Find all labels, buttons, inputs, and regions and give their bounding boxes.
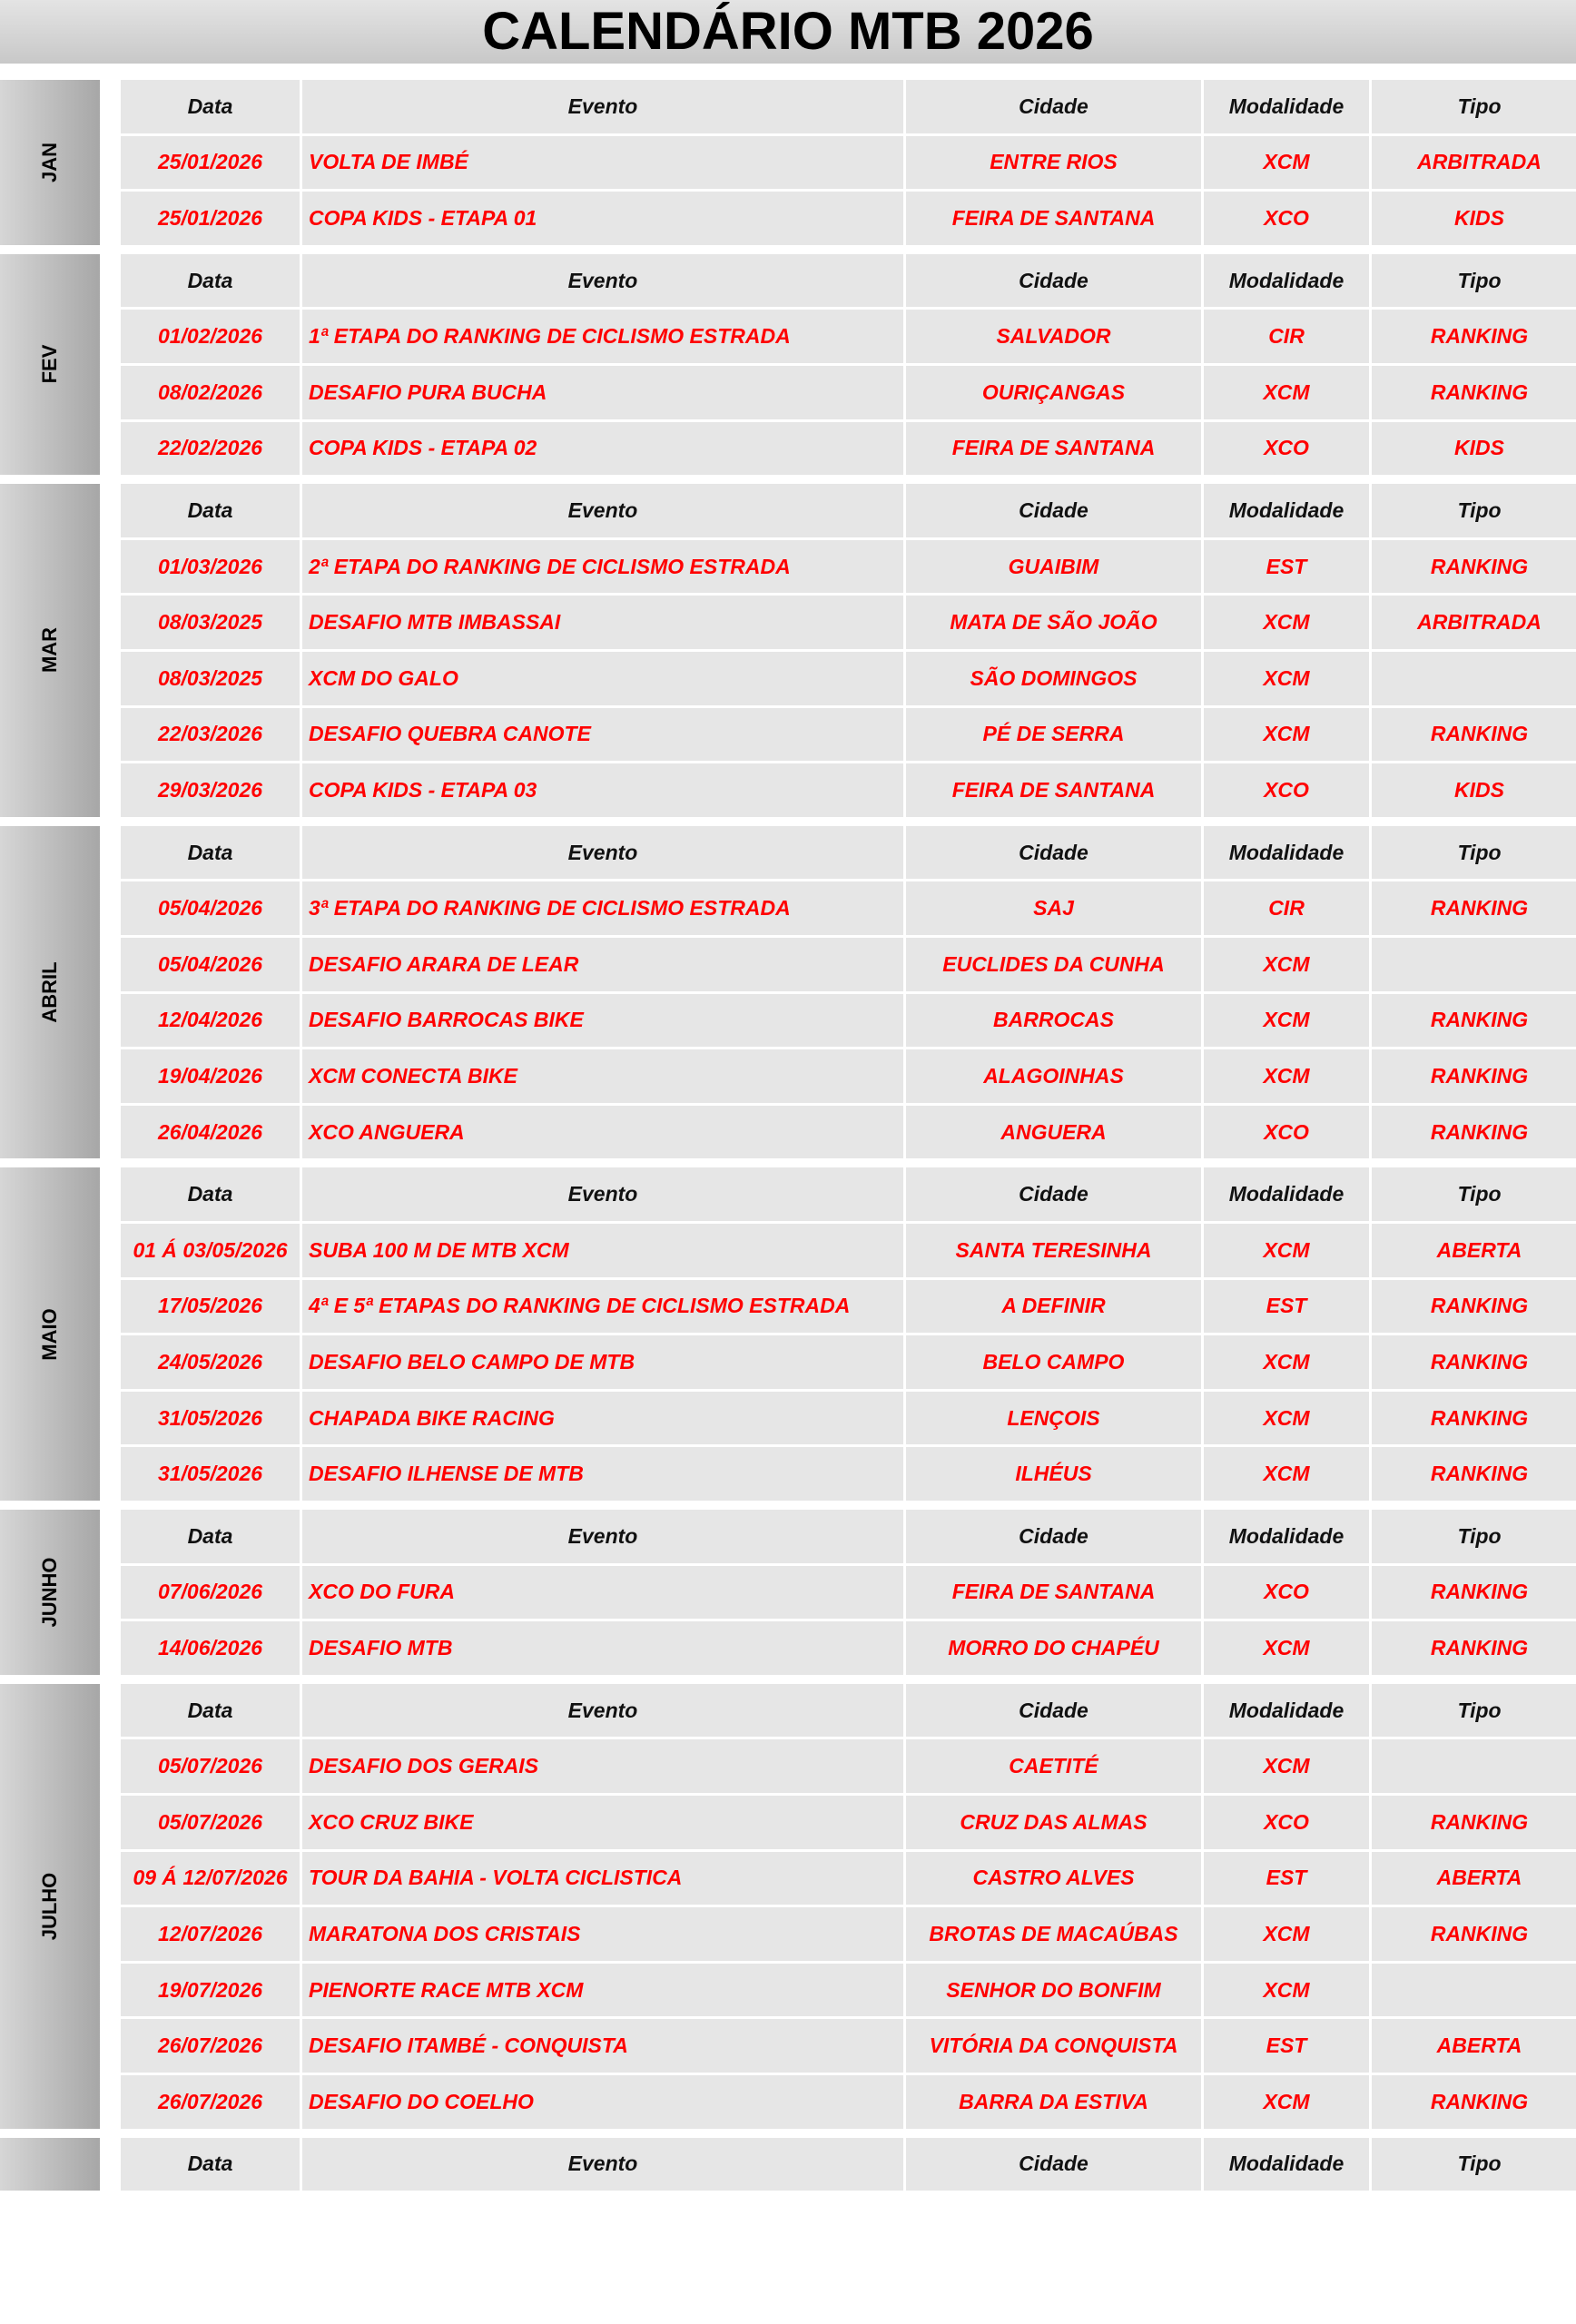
- cell-city: FEIRA DE SANTANA: [906, 763, 1201, 817]
- cell-type: KIDS: [1372, 763, 1576, 817]
- cell-mode: XCM: [1204, 366, 1369, 419]
- cell-event: CHAPADA BIKE RACING: [302, 1392, 903, 1445]
- cell-event: DESAFIO MTB IMBASSAI: [302, 596, 903, 649]
- header-city: Cidade: [906, 2138, 1201, 2191]
- header-event: Evento: [302, 80, 903, 133]
- cell-type: RANKING: [1372, 1106, 1576, 1159]
- cell-mode: XCM: [1204, 1907, 1369, 1961]
- header-mode: Modalidade: [1204, 1167, 1369, 1221]
- header-date: Data: [121, 80, 300, 133]
- cell-city: LENÇOIS: [906, 1392, 1201, 1445]
- month-label: [0, 1684, 100, 2129]
- month-name: MAIO: [38, 1307, 61, 1361]
- cell-type: RANKING: [1372, 881, 1576, 935]
- cell-date: 24/05/2026: [121, 1335, 300, 1389]
- cell-city: GUAIBIM: [906, 540, 1201, 594]
- header-event: Evento: [302, 1167, 903, 1221]
- header-type: Tipo: [1372, 80, 1576, 133]
- cell-event: DESAFIO PURA BUCHA: [302, 366, 903, 419]
- month-table: [121, 254, 1576, 475]
- cell-date: 05/07/2026: [121, 1796, 300, 1849]
- header-mode: Modalidade: [1204, 1684, 1369, 1738]
- cell-event: COPA KIDS - ETAPA 02: [302, 422, 903, 476]
- header-date: Data: [121, 1684, 300, 1738]
- cell-mode: XCO: [1204, 1566, 1369, 1620]
- header-mode: Modalidade: [1204, 826, 1369, 880]
- month-name: JUNHO: [38, 1557, 61, 1628]
- page-title: CALENDÁRIO MTB 2026: [0, 0, 1576, 64]
- cell-mode: XCM: [1204, 1224, 1369, 1277]
- header-event: Evento: [302, 826, 903, 880]
- cell-mode: XCM: [1204, 994, 1369, 1048]
- cell-event: SUBA 100 M DE MTB XCM: [302, 1224, 903, 1277]
- header-event: Evento: [302, 1684, 903, 1738]
- cell-event: 1ª ETAPA DO RANKING DE CICLISMO ESTRADA: [302, 310, 903, 363]
- header-type: Tipo: [1372, 1167, 1576, 1221]
- header-date: Data: [121, 2138, 300, 2191]
- cell-event: DESAFIO QUEBRA CANOTE: [302, 708, 903, 762]
- cell-mode: EST: [1204, 540, 1369, 594]
- cell-event: DESAFIO ITAMBÉ - CONQUISTA: [302, 2019, 903, 2073]
- cell-event: DESAFIO MTB: [302, 1621, 903, 1675]
- cell-city: ANGUERA: [906, 1106, 1201, 1159]
- cell-date: 05/04/2026: [121, 938, 300, 991]
- header-type: Tipo: [1372, 1510, 1576, 1563]
- header-mode: Modalidade: [1204, 1510, 1369, 1563]
- month-name: FEV: [38, 345, 61, 384]
- cell-event: XCO CRUZ BIKE: [302, 1796, 903, 1849]
- cell-type: RANKING: [1372, 1049, 1576, 1103]
- month-label: [0, 1167, 100, 1501]
- cell-type: RANKING: [1372, 1566, 1576, 1620]
- cell-event: DESAFIO DO COELHO: [302, 2075, 903, 2129]
- month-label: [0, 826, 100, 1159]
- cell-city: SENHOR DO BONFIM: [906, 1964, 1201, 2017]
- month-table: [121, 1510, 1576, 1675]
- cell-mode: XCM: [1204, 1335, 1369, 1389]
- month-table: [121, 1684, 1576, 2129]
- cell-city: SÃO DOMINGOS: [906, 652, 1201, 705]
- cell-city: ENTRE RIOS: [906, 136, 1201, 190]
- cell-date: 01/03/2026: [121, 540, 300, 594]
- header-city: Cidade: [906, 1167, 1201, 1221]
- cell-type: [1372, 1739, 1576, 1793]
- cell-date: 29/03/2026: [121, 763, 300, 817]
- cell-city: SANTA TERESINHA: [906, 1224, 1201, 1277]
- cell-city: CASTRO ALVES: [906, 1852, 1201, 1905]
- header-mode: Modalidade: [1204, 2138, 1369, 2191]
- cell-mode: XCM: [1204, 1964, 1369, 2017]
- cell-mode: XCO: [1204, 1796, 1369, 1849]
- cell-type: KIDS: [1372, 192, 1576, 245]
- cell-date: 14/06/2026: [121, 1621, 300, 1675]
- cell-event: TOUR DA BAHIA - VOLTA CICLISTICA: [302, 1852, 903, 1905]
- cell-mode: XCM: [1204, 1392, 1369, 1445]
- cell-city: MATA DE SÃO JOÃO: [906, 596, 1201, 649]
- month-table: [121, 80, 1576, 245]
- cell-city: VITÓRIA DA CONQUISTA: [906, 2019, 1201, 2073]
- header-city: Cidade: [906, 1510, 1201, 1563]
- header-event: Evento: [302, 1510, 903, 1563]
- cell-event: 2ª ETAPA DO RANKING DE CICLISMO ESTRADA: [302, 540, 903, 594]
- cell-type: ABERTA: [1372, 1852, 1576, 1905]
- cell-mode: XCM: [1204, 652, 1369, 705]
- header-date: Data: [121, 1167, 300, 1221]
- header-mode: Modalidade: [1204, 254, 1369, 308]
- cell-type: KIDS: [1372, 422, 1576, 476]
- cell-mode: XCM: [1204, 708, 1369, 762]
- cell-type: RANKING: [1372, 1280, 1576, 1334]
- month-table: [121, 484, 1576, 817]
- cell-event: DESAFIO DOS GERAIS: [302, 1739, 903, 1793]
- cell-date: 19/07/2026: [121, 1964, 300, 2017]
- cell-event: 3ª ETAPA DO RANKING DE CICLISMO ESTRADA: [302, 881, 903, 935]
- cell-event: XCO ANGUERA: [302, 1106, 903, 1159]
- cell-event: DESAFIO BARROCAS BIKE: [302, 994, 903, 1048]
- header-date: Data: [121, 1510, 300, 1563]
- cell-event: COPA KIDS - ETAPA 01: [302, 192, 903, 245]
- cell-event: COPA KIDS - ETAPA 03: [302, 763, 903, 817]
- header-mode: Modalidade: [1204, 80, 1369, 133]
- cell-event: PIENORTE RACE MTB XCM: [302, 1964, 903, 2017]
- cell-date: 12/04/2026: [121, 994, 300, 1048]
- cell-city: PÉ DE SERRA: [906, 708, 1201, 762]
- header-city: Cidade: [906, 826, 1201, 880]
- header-city: Cidade: [906, 484, 1201, 537]
- cell-date: 22/02/2026: [121, 422, 300, 476]
- cell-date: 05/04/2026: [121, 881, 300, 935]
- cell-city: CRUZ DAS ALMAS: [906, 1796, 1201, 1849]
- header-mode: Modalidade: [1204, 484, 1369, 537]
- cell-type: RANKING: [1372, 708, 1576, 762]
- header-city: Cidade: [906, 254, 1201, 308]
- cell-mode: XCM: [1204, 136, 1369, 190]
- cell-event: XCO DO FURA: [302, 1566, 903, 1620]
- month-name: ABRIL: [38, 961, 61, 1023]
- cell-type: RANKING: [1372, 540, 1576, 594]
- header-event: Evento: [302, 254, 903, 308]
- cell-event: VOLTA DE IMBÉ: [302, 136, 903, 190]
- cell-type: ABERTA: [1372, 1224, 1576, 1277]
- cell-type: RANKING: [1372, 1621, 1576, 1675]
- month-table: [121, 1167, 1576, 1501]
- cell-date: 31/05/2026: [121, 1392, 300, 1445]
- cell-mode: XCO: [1204, 192, 1369, 245]
- cell-city: MORRO DO CHAPÉU: [906, 1621, 1201, 1675]
- cell-event: DESAFIO ARARA DE LEAR: [302, 938, 903, 991]
- cell-type: RANKING: [1372, 994, 1576, 1048]
- cell-city: FEIRA DE SANTANA: [906, 422, 1201, 476]
- cell-city: SALVADOR: [906, 310, 1201, 363]
- cell-type: RANKING: [1372, 1392, 1576, 1445]
- header-type: Tipo: [1372, 254, 1576, 308]
- month-table: [121, 826, 1576, 1159]
- cell-mode: CIR: [1204, 310, 1369, 363]
- month-table: [121, 2138, 1576, 2191]
- cell-city: ILHÉUS: [906, 1447, 1201, 1501]
- cell-date: 31/05/2026: [121, 1447, 300, 1501]
- month-label: [0, 2138, 100, 2191]
- cell-mode: CIR: [1204, 881, 1369, 935]
- cell-city: BARROCAS: [906, 994, 1201, 1048]
- header-type: Tipo: [1372, 484, 1576, 537]
- cell-type: RANKING: [1372, 366, 1576, 419]
- header-type: Tipo: [1372, 2138, 1576, 2191]
- cell-type: RANKING: [1372, 1796, 1576, 1849]
- cell-city: BROTAS DE MACAÚBAS: [906, 1907, 1201, 1961]
- cell-mode: XCM: [1204, 938, 1369, 991]
- cell-date: 26/07/2026: [121, 2075, 300, 2129]
- cell-mode: EST: [1204, 2019, 1369, 2073]
- cell-city: OURIÇANGAS: [906, 366, 1201, 419]
- header-date: Data: [121, 254, 300, 308]
- cell-event: MARATONA DOS CRISTAIS: [302, 1907, 903, 1961]
- cell-type: RANKING: [1372, 1335, 1576, 1389]
- month-name: JAN: [38, 142, 61, 182]
- cell-date: 08/03/2025: [121, 652, 300, 705]
- cell-mode: XCM: [1204, 1621, 1369, 1675]
- month-label: [0, 80, 100, 245]
- cell-city: FEIRA DE SANTANA: [906, 1566, 1201, 1620]
- cell-mode: EST: [1204, 1280, 1369, 1334]
- header-type: Tipo: [1372, 826, 1576, 880]
- cell-mode: XCM: [1204, 1739, 1369, 1793]
- cell-city: BARRA DA ESTIVA: [906, 2075, 1201, 2129]
- cell-date: 26/04/2026: [121, 1106, 300, 1159]
- cell-type: ARBITRADA: [1372, 596, 1576, 649]
- cell-city: SAJ: [906, 881, 1201, 935]
- cell-mode: XCM: [1204, 1447, 1369, 1501]
- cell-event: DESAFIO ILHENSE DE MTB: [302, 1447, 903, 1501]
- header-city: Cidade: [906, 80, 1201, 133]
- header-date: Data: [121, 484, 300, 537]
- cell-date: 01 Á 03/05/2026: [121, 1224, 300, 1277]
- cell-type: [1372, 938, 1576, 991]
- cell-type: RANKING: [1372, 310, 1576, 363]
- cell-date: 25/01/2026: [121, 192, 300, 245]
- cell-mode: XCM: [1204, 2075, 1369, 2129]
- cell-type: ARBITRADA: [1372, 136, 1576, 190]
- month-name: JULHO: [38, 1872, 61, 1940]
- cell-city: A DEFINIR: [906, 1280, 1201, 1334]
- cell-mode: XCM: [1204, 596, 1369, 649]
- header-event: Evento: [302, 484, 903, 537]
- cell-date: 08/02/2026: [121, 366, 300, 419]
- cell-date: 26/07/2026: [121, 2019, 300, 2073]
- cell-date: 05/07/2026: [121, 1739, 300, 1793]
- month-label: [0, 254, 100, 475]
- cell-date: 01/02/2026: [121, 310, 300, 363]
- cell-type: [1372, 652, 1576, 705]
- cell-city: BELO CAMPO: [906, 1335, 1201, 1389]
- cell-type: [1372, 1964, 1576, 2017]
- cell-type: RANKING: [1372, 1447, 1576, 1501]
- cell-event: XCM DO GALO: [302, 652, 903, 705]
- cell-city: FEIRA DE SANTANA: [906, 192, 1201, 245]
- header-type: Tipo: [1372, 1684, 1576, 1738]
- cell-event: DESAFIO BELO CAMPO DE MTB: [302, 1335, 903, 1389]
- cell-date: 19/04/2026: [121, 1049, 300, 1103]
- month-name: MAR: [38, 627, 61, 674]
- header-event: Evento: [302, 2138, 903, 2191]
- cell-event: XCM CONECTA BIKE: [302, 1049, 903, 1103]
- cell-city: CAETITÉ: [906, 1739, 1201, 1793]
- cell-city: ALAGOINHAS: [906, 1049, 1201, 1103]
- month-label: [0, 484, 100, 817]
- cell-city: EUCLIDES DA CUNHA: [906, 938, 1201, 991]
- cell-date: 08/03/2025: [121, 596, 300, 649]
- header-city: Cidade: [906, 1684, 1201, 1738]
- cell-type: RANKING: [1372, 1907, 1576, 1961]
- cell-date: 09 Á 12/07/2026: [121, 1852, 300, 1905]
- cell-date: 22/03/2026: [121, 708, 300, 762]
- header-date: Data: [121, 826, 300, 880]
- month-label: [0, 1510, 100, 1675]
- cell-mode: XCO: [1204, 763, 1369, 817]
- cell-mode: XCO: [1204, 1106, 1369, 1159]
- cell-type: RANKING: [1372, 2075, 1576, 2129]
- cell-date: 17/05/2026: [121, 1280, 300, 1334]
- cell-date: 07/06/2026: [121, 1566, 300, 1620]
- cell-event: 4ª E 5ª ETAPAS DO RANKING DE CICLISMO ESTRADA: [302, 1280, 903, 1334]
- cell-mode: XCM: [1204, 1049, 1369, 1103]
- cell-mode: EST: [1204, 1852, 1369, 1905]
- cell-type: ABERTA: [1372, 2019, 1576, 2073]
- cell-date: 12/07/2026: [121, 1907, 300, 1961]
- cell-mode: XCO: [1204, 422, 1369, 476]
- cell-date: 25/01/2026: [121, 136, 300, 190]
